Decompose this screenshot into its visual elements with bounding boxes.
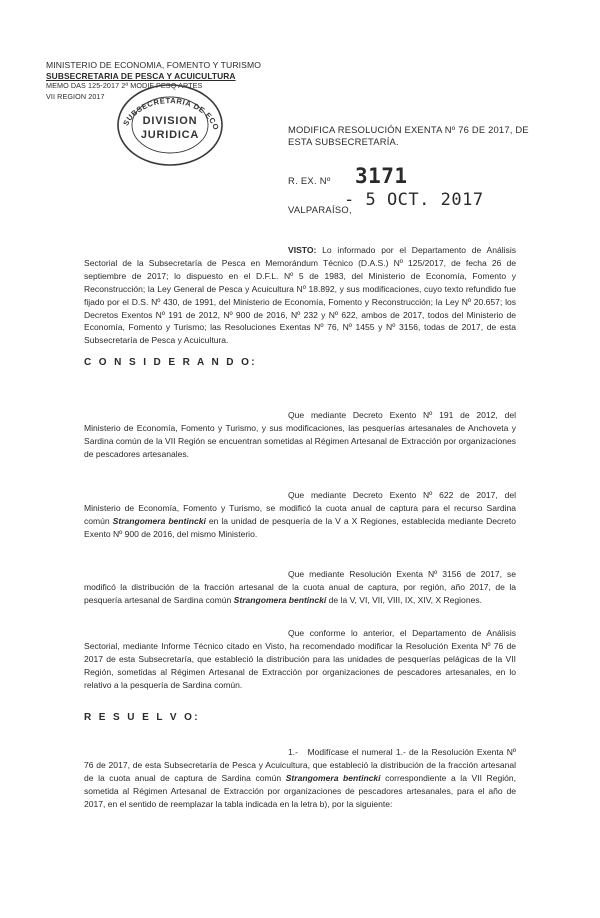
considerando-paragraph-1 xyxy=(84,409,516,461)
resuelvo-p1-number: 1.- xyxy=(288,747,298,757)
document-title xyxy=(288,124,529,148)
resuelvo-p1-species: Strangomera bentincki xyxy=(285,772,381,783)
considerando-p1-text: Que mediante Decreto Exento Nº 191 de 2012, del Ministerio de Economía, Fomento y Turismo, y sus modificaciones, las pesquerías artesanales de Anchoveta y Sardina común de la VII Región se encuentran sometidas al Régimen Artesanal de Extracción por organizaciones de pescadores artesanales. xyxy=(84,410,516,459)
date-label: VALPARAÍSO, xyxy=(288,204,352,215)
stamp-ring-text: SUBSECRETARIA DE ECO xyxy=(121,96,221,132)
considerando-p3-species: Strangomera bentincki xyxy=(233,594,327,605)
division-juridica-stamp xyxy=(112,78,228,172)
subsecretaria-name: SUBSECRETARIA DE PESCA Y ACUICULTURA xyxy=(46,70,236,81)
considerando-p3-text-b: de la V, VI, VII, VIII, IX, XIV, X Regiones. xyxy=(326,594,482,605)
resuelvo-p1-text-a: Modifícase el numeral 1.- de la Resolución Exenta Nº 76 de 2017, de esta Subsecretaría de Pesca y Acuicultura, que estableció la distribución de la fracción artesanal de la cuota anual de captura de Sardina común xyxy=(84,747,516,783)
considerando-p2-text-a: Que mediante Decreto Exento Nº 622 de 2017, del Ministerio de Economía, Fomento y Turismo, se modificó la cuota anual de captura para el recurso Sardina común xyxy=(84,490,516,526)
considerando-paragraph-2 xyxy=(84,489,516,541)
considerando-paragraph-4 xyxy=(84,627,516,692)
resuelvo-paragraph-1 xyxy=(84,746,516,811)
ministry-name: MINISTERIO DE ECONOMIA, FOMENTO Y TURISMO xyxy=(46,60,261,70)
considerando-p2-text-b: en la unidad de pesquería de la V a X Regiones, establecida mediante Decreto Exento Nº 900 de 2016, del mismo Ministerio. xyxy=(84,515,516,539)
considerando-p3-text-a: Que mediante Resolución Exenta Nº 3156 de 2017, se modificó la distribución de la fracción artesanal de la cuota anual de captura, por región, año 2017, de la pesquería artesanal de Sardina común xyxy=(84,569,516,605)
considerando-paragraph-3 xyxy=(84,568,516,607)
resuelvo-p1-text-b: correspondiente a la VII Región, sometida al Régimen Artesanal de Extracción por organizaciones de pescadores artesanales, para el año de 2017, en el sentido de reemplazar la tabla indicada en la letra b), por la siguiente: xyxy=(84,772,516,809)
rex-label: R. EX. Nº xyxy=(288,175,331,186)
stamp-line-1: DIVISION xyxy=(142,115,198,127)
rex-number: 3171 xyxy=(355,164,408,188)
stamp-line-2: JURIDICA xyxy=(140,129,200,141)
resuelvo-heading: R E S U E L V O: xyxy=(84,712,201,723)
memo-reference: MEMO DAS 125-2017 2ª MODIF PESQ ARTES xyxy=(46,81,203,90)
visto-label: VISTO: xyxy=(288,245,317,255)
title-line-2: ESTA SUBSECRETARÍA. xyxy=(288,136,399,147)
stamp-seal-icon xyxy=(112,78,228,172)
visto-paragraph xyxy=(84,244,516,347)
date-value: - 5 OCT. 2017 xyxy=(344,190,484,210)
considerando-p4-text: Que conforme lo anterior, el Departamento de Análisis Sectorial, mediante Informe Técnico citado en Visto, ha recomendado modificar la Resolución Exenta Nº 76 de 2017 de esta Subsecretaría, que estableció la distribución para las unidades de pesquerías pelágicas de la VII Región, sometidas al Régimen Artesanal de Extracción por organizaciones de pescadores artesanales, en lo relativo a la pesquería de Sardina común. xyxy=(84,628,516,690)
considerando-heading: C O N S I D E R A N D O: xyxy=(84,357,257,368)
considerando-p2-species: Strangomera bentincki xyxy=(112,515,206,526)
region-reference: VII REGION 2017 xyxy=(46,91,105,101)
visto-text: Lo informado por el Departamento de Análisis Sectorial de la Subsecretaría de Pesca en Memorándum Técnico (D.A.S.) Nº 125/2017, de fecha 26 de septiembre de 2017; lo dispuesto en el D.F.L. Nº 5 de 1983, del Ministerio de Economía, Fomento y Reconstrucción; la Ley General de Pesca y Acuicultura Nº 18.892, y sus modificaciones, cuyo texto refundido fue fijado por el D.S. Nº 430, de 1991, del Ministerio de Economía, Fomento y Reconstrucción; la Ley Nº 20.657; los Decretos Exentos Nº 191 de 2012, Nº 900 de 2016, Nº 232 y Nº 622, ambos de 2017, todos del Ministerio de Economía, Fomento y Turismo; las Resoluciones Exentas Nº 76, Nº 1455 y Nº 3156, todas de 2017, de esta Subsecretaría de Pesca y Acuicultura. xyxy=(84,245,517,346)
title-line-1: MODIFICA RESOLUCIÓN EXENTA Nº 76 DE 2017, DE xyxy=(288,124,529,135)
